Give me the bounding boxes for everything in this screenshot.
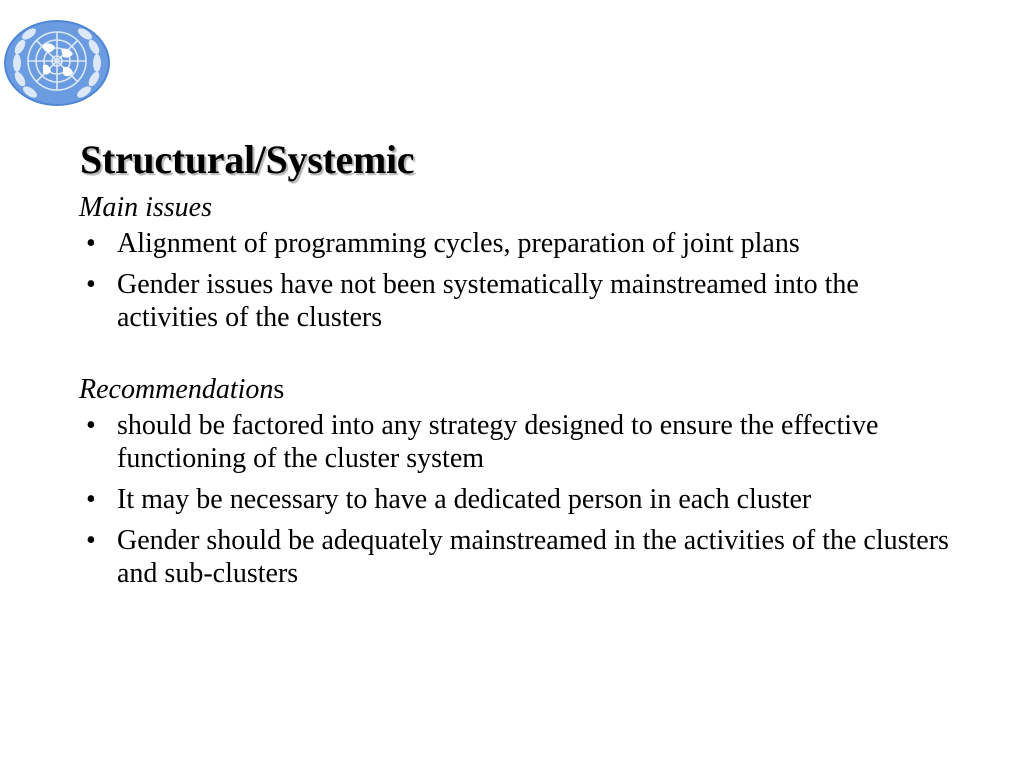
bullet-icon: • — [86, 410, 96, 441]
un-emblem-logo — [3, 19, 111, 107]
list-item — [79, 268, 959, 334]
main-issues-heading — [79, 191, 959, 224]
recommendations-list — [79, 409, 959, 590]
list-item — [79, 227, 959, 260]
main-issues-heading-text: Main issues — [79, 192, 212, 223]
list-item-text: Alignment of programming cycles, preparation of joint plans — [117, 228, 800, 259]
recommendations-heading-text: Recommendation — [79, 374, 274, 405]
list-item-text: should be factored into any strategy designed to ensure the effective functioning of the cluster system — [117, 410, 879, 474]
list-item — [79, 483, 959, 516]
section-spacer — [79, 342, 959, 373]
bullet-icon: • — [86, 228, 96, 259]
recommendations-heading — [79, 373, 959, 406]
list-item — [79, 524, 959, 590]
list-item-text: It may be necessary to have a dedicated person in each cluster — [117, 484, 812, 515]
list-item — [79, 409, 959, 475]
bullet-icon: • — [86, 269, 96, 300]
recommendations-heading-suffix: s — [273, 374, 285, 405]
slide-content — [79, 191, 959, 598]
bullet-icon: • — [86, 525, 96, 556]
list-item-text: Gender should be adequately mainstreamed in the activities of the clusters and sub-clusters — [117, 525, 949, 589]
slide-title: Structural/Systemic — [80, 137, 415, 182]
bullet-icon: • — [86, 484, 96, 515]
main-issues-list — [79, 227, 959, 334]
list-item-text: Gender issues have not been systematically mainstreamed into the activities of the clusters — [117, 269, 859, 333]
